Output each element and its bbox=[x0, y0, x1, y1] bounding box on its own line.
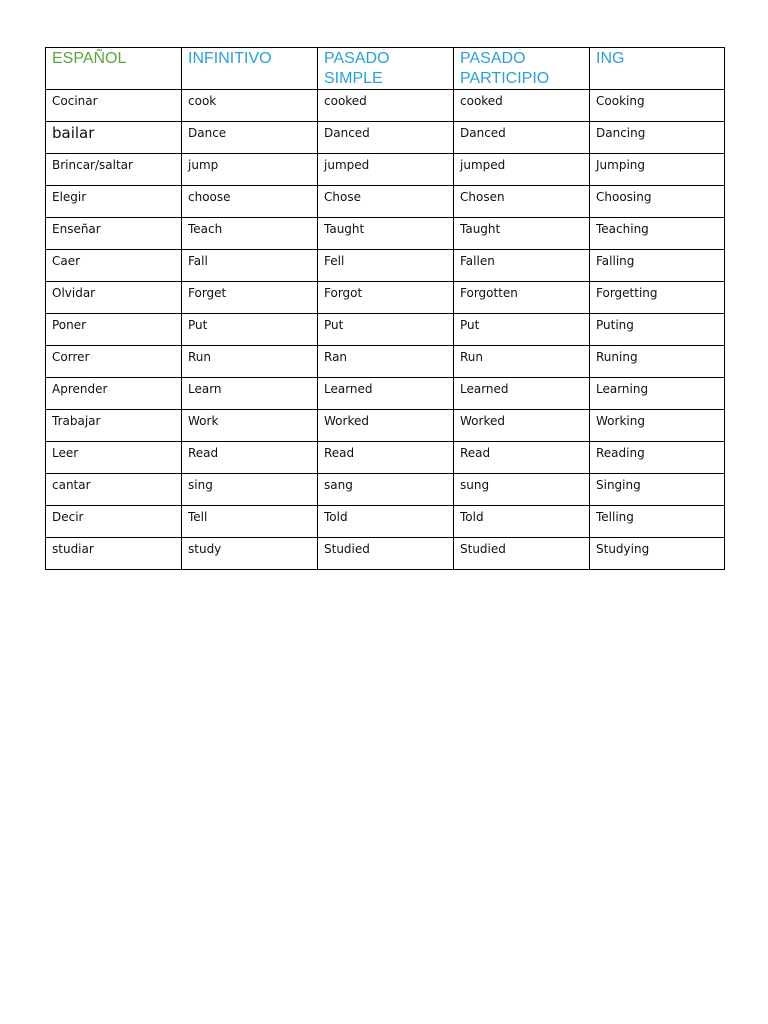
table-row bbox=[46, 186, 725, 218]
table-row bbox=[46, 154, 725, 186]
cell-pasado-participio: Read bbox=[454, 442, 590, 474]
cell-ing: Choosing bbox=[590, 186, 725, 218]
cell-ing: Teaching bbox=[590, 218, 725, 250]
cell-espanol: Correr bbox=[46, 346, 182, 378]
table-row bbox=[46, 250, 725, 282]
cell-ing: Jumping bbox=[590, 154, 725, 186]
cell-infinitivo: Forget bbox=[182, 282, 318, 314]
table-row bbox=[46, 218, 725, 250]
cell-espanol: Enseñar bbox=[46, 218, 182, 250]
cell-infinitivo: choose bbox=[182, 186, 318, 218]
cell-infinitivo: Read bbox=[182, 442, 318, 474]
cell-pasado-simple: Taught bbox=[318, 218, 454, 250]
cell-infinitivo: Put bbox=[182, 314, 318, 346]
cell-pasado-simple: Fell bbox=[318, 250, 454, 282]
header-espanol: ESPAÑOL bbox=[46, 48, 182, 90]
cell-ing: Dancing bbox=[590, 122, 725, 154]
cell-pasado-simple: Read bbox=[318, 442, 454, 474]
cell-ing: Falling bbox=[590, 250, 725, 282]
table-row bbox=[46, 474, 725, 506]
cell-pasado-simple: Ran bbox=[318, 346, 454, 378]
cell-infinitivo: Tell bbox=[182, 506, 318, 538]
cell-infinitivo: Run bbox=[182, 346, 318, 378]
cell-pasado-simple: Put bbox=[318, 314, 454, 346]
cell-pasado-participio: Run bbox=[454, 346, 590, 378]
header-pasado-simple: PASADO SIMPLE bbox=[318, 48, 454, 90]
header-ing: ING bbox=[590, 48, 725, 90]
table-row bbox=[46, 282, 725, 314]
header-row bbox=[46, 48, 725, 90]
cell-pasado-participio: Chosen bbox=[454, 186, 590, 218]
cell-ing: Forgetting bbox=[590, 282, 725, 314]
cell-pasado-participio: Studied bbox=[454, 538, 590, 570]
cell-espanol: Brincar/saltar bbox=[46, 154, 182, 186]
cell-ing: Puting bbox=[590, 314, 725, 346]
cell-pasado-simple: Chose bbox=[318, 186, 454, 218]
cell-pasado-simple: Forgot bbox=[318, 282, 454, 314]
cell-espanol: Decir bbox=[46, 506, 182, 538]
table-row bbox=[46, 410, 725, 442]
cell-pasado-simple: Worked bbox=[318, 410, 454, 442]
cell-ing: Singing bbox=[590, 474, 725, 506]
verb-table-header bbox=[46, 48, 725, 90]
table-row bbox=[46, 346, 725, 378]
cell-infinitivo: jump bbox=[182, 154, 318, 186]
cell-pasado-participio: Danced bbox=[454, 122, 590, 154]
cell-ing: Telling bbox=[590, 506, 725, 538]
cell-pasado-participio: Forgotten bbox=[454, 282, 590, 314]
cell-espanol: Cocinar bbox=[46, 90, 182, 122]
cell-pasado-participio: Told bbox=[454, 506, 590, 538]
cell-pasado-simple: jumped bbox=[318, 154, 454, 186]
table-row bbox=[46, 378, 725, 410]
cell-espanol: Leer bbox=[46, 442, 182, 474]
table-row bbox=[46, 506, 725, 538]
cell-espanol: Caer bbox=[46, 250, 182, 282]
verb-table bbox=[45, 47, 725, 570]
cell-pasado-simple: Told bbox=[318, 506, 454, 538]
cell-infinitivo: study bbox=[182, 538, 318, 570]
cell-ing: Learning bbox=[590, 378, 725, 410]
table-row bbox=[46, 90, 725, 122]
cell-espanol: bailar bbox=[46, 122, 182, 154]
cell-pasado-simple: Danced bbox=[318, 122, 454, 154]
cell-pasado-participio: jumped bbox=[454, 154, 590, 186]
header-pasado-participio: PASADO PARTICIPIO bbox=[454, 48, 590, 90]
table-row bbox=[46, 122, 725, 154]
cell-infinitivo: Learn bbox=[182, 378, 318, 410]
cell-pasado-participio: Taught bbox=[454, 218, 590, 250]
table-row bbox=[46, 442, 725, 474]
cell-infinitivo: Dance bbox=[182, 122, 318, 154]
cell-infinitivo: Fall bbox=[182, 250, 318, 282]
cell-infinitivo: Work bbox=[182, 410, 318, 442]
cell-ing: Reading bbox=[590, 442, 725, 474]
cell-pasado-participio: Put bbox=[454, 314, 590, 346]
cell-ing: Working bbox=[590, 410, 725, 442]
cell-pasado-simple: cooked bbox=[318, 90, 454, 122]
cell-pasado-simple: Studied bbox=[318, 538, 454, 570]
table-row bbox=[46, 538, 725, 570]
cell-espanol: studiar bbox=[46, 538, 182, 570]
cell-espanol: Aprender bbox=[46, 378, 182, 410]
cell-pasado-participio: Learned bbox=[454, 378, 590, 410]
cell-espanol: Olvidar bbox=[46, 282, 182, 314]
cell-pasado-participio: cooked bbox=[454, 90, 590, 122]
table-row bbox=[46, 314, 725, 346]
cell-ing: Cooking bbox=[590, 90, 725, 122]
cell-pasado-participio: Worked bbox=[454, 410, 590, 442]
cell-pasado-participio: sung bbox=[454, 474, 590, 506]
cell-espanol: Trabajar bbox=[46, 410, 182, 442]
cell-espanol: cantar bbox=[46, 474, 182, 506]
cell-pasado-simple: Learned bbox=[318, 378, 454, 410]
cell-espanol: Elegir bbox=[46, 186, 182, 218]
header-infinitivo: INFINITIVO bbox=[182, 48, 318, 90]
cell-ing: Runing bbox=[590, 346, 725, 378]
cell-pasado-participio: Fallen bbox=[454, 250, 590, 282]
cell-espanol: Poner bbox=[46, 314, 182, 346]
cell-infinitivo: sing bbox=[182, 474, 318, 506]
cell-ing: Studying bbox=[590, 538, 725, 570]
verb-table-body bbox=[46, 90, 725, 570]
cell-infinitivo: Teach bbox=[182, 218, 318, 250]
cell-infinitivo: cook bbox=[182, 90, 318, 122]
cell-pasado-simple: sang bbox=[318, 474, 454, 506]
